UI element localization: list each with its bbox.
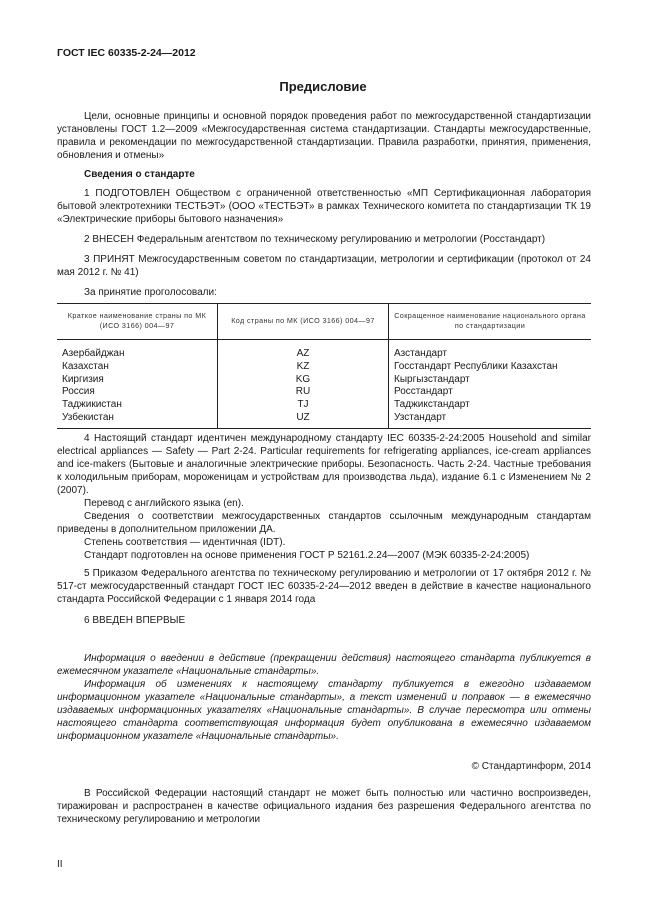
item-4-degree: Степень соответствия — идентичная (IDT). [84,537,286,548]
about-heading-block [57,168,591,181]
item-5-section [57,567,591,606]
header-body: Сокращенное наименование национального органа по стандартизации [389,304,592,340]
table-row [57,412,591,428]
table-header-row [57,304,591,340]
item-3-adopted: 3 ПРИНЯТ Межгосударственным советом по стандартизации, метрологии и сертификации (протокол от 24 мая 2012 г. № 41) [57,254,591,278]
cell-country: Таджикистан [57,399,218,412]
voting-countries-table [57,303,591,429]
info-changes: Информация об изменениях к настоящему стандарту публикуется в ежегодно издаваемом информационном указателе «Национальные стандарты», а текст изменений и поправок — в ежемесячно издаваемых информационных указателях «Национальные стандарты». В случае пересмотра или отмены настоящего стандарта соответствующая информация будет опубликована в ежемесячно издаваемом информационном указателе «Национальные стандарты». [57,679,591,742]
item-4-references: Сведения о соответствии межгосударственных стандартов ссылочным международным стандартам приведены в дополнительном приложении ДА. [57,511,591,535]
copyright: © Стандартинформ, 2014 [471,761,591,772]
cell-code: TJ [218,399,389,412]
cell-country: Россия [57,386,218,399]
notice-block [57,787,591,826]
cell-body: Росстандарт [394,386,453,398]
table-row [57,340,591,361]
cell-code: KG [218,374,389,387]
item-4-basis: Стандарт подготовлен на основе применения ГОСТ Р 52161.2.24—2007 (МЭК 60335-2-24:2005) [84,550,530,561]
items-1-3 [57,187,591,299]
voted-label: За принятие проголосовали: [84,287,217,298]
table-row [57,386,591,399]
cell-code: RU [218,386,389,399]
cell-country: Узбекистан [57,412,218,428]
cell-code: AZ [218,340,389,361]
cell-body: Таджикстандарт [394,399,470,411]
cell-body: Кыргызстандарт [394,373,470,385]
reproduction-notice: В Российской Федерации настоящий стандарт не может быть полностью или частично воспроизведен, тиражирован и распространен в качестве официального издания без разрешения Федерального агентства по техническому регулированию и метрологии [57,788,591,825]
cell-country: Азербайджан [57,340,218,361]
item-4-section [57,432,591,562]
publication-info [57,652,591,743]
cell-code: KZ [218,361,389,374]
item-4-identical: 4 Настоящий стандарт идентичен международному стандарту IEC 60335-2-24:2005 Household and similar electrical appliances — Safety — Part 2-24. Particular requirements for refrigerating appliances, ice-cream appliances and ice-makers (Бытовые и аналогичные электрические приборы. Безопасность. Часть 2-24. Частные требования к холодильным приборам, мороженицам и устройствам для производства льда), издание 6.1 с Изменением № 2 (2007). [57,433,591,496]
intro-section [57,110,591,162]
cell-country: Киргизия [57,374,218,387]
item-4-translation: Перевод с английского языка (en). [84,498,244,509]
cell-country: Казахстан [57,361,218,374]
cell-body: Госстандарт Республики Казахстан [394,360,558,372]
document-code: ГОСТ IEC 60335-2-24—2012 [57,47,196,59]
cell-body: Узстандарт [389,412,592,428]
table-row [57,361,591,374]
table-row [57,399,591,412]
page-number: II [57,859,63,870]
item-6-first-time: 6 ВВЕДЕН ВПЕРВЫЕ [84,615,186,626]
cell-body: Азстандарт [394,348,448,359]
page-title: Предисловие [279,79,367,94]
about-heading: Сведения о стандарте [84,169,195,180]
cell-code: UZ [218,412,389,428]
item-5-order: 5 Приказом Федерального агентства по техническому регулированию и метрологии от 17 октября 2012 г. № 517-ст межгосударственный стандарт ГОСТ IEC 60335-2-24—2012 введен в действие в качестве национального стандарта Российской Федерации с 1 января 2014 года [57,568,591,605]
table-row [57,374,591,387]
item-1-prepared: 1 ПОДГОТОВЛЕН Обществом с ограниченной ответственностью «МП Сертификационная лаборатория бытовой электротехники ТЕСТБЭТ» (ООО «ТЕСТБЭТ» в рамках Технического комитета по стандартизации ТК 19 «Электрические приборы бытового назначения» [57,188,591,225]
copyright-block [57,760,591,773]
item-6-section [57,614,591,627]
header-code: Код страны по МК (ИСО 3166) 004—97 [218,304,389,340]
intro-paragraph: Цели, основные принципы и основной порядок проведения работ по межгосударственной стандартизации установлены ГОСТ 1.2—2009 «Межгосударственная система стандартизации. Стандарты межгосударственные, правила и рекомендации по межгосударственной стандартизации. Правила разработки, принятия, применения, обновления и отмены» [57,111,591,161]
info-introduction: Информация о введении в действие (прекращении действия) настоящего стандарта публикуется в ежемесячном указателе «Национальные стандарты». [57,653,591,677]
header-country: Краткое наименование страны по МК (ИСО 3166) 004—97 [57,304,218,340]
item-2-introduced: 2 ВНЕСЕН Федеральным агентством по техническому регулированию и метрологии (Росстандарт) [84,234,546,245]
